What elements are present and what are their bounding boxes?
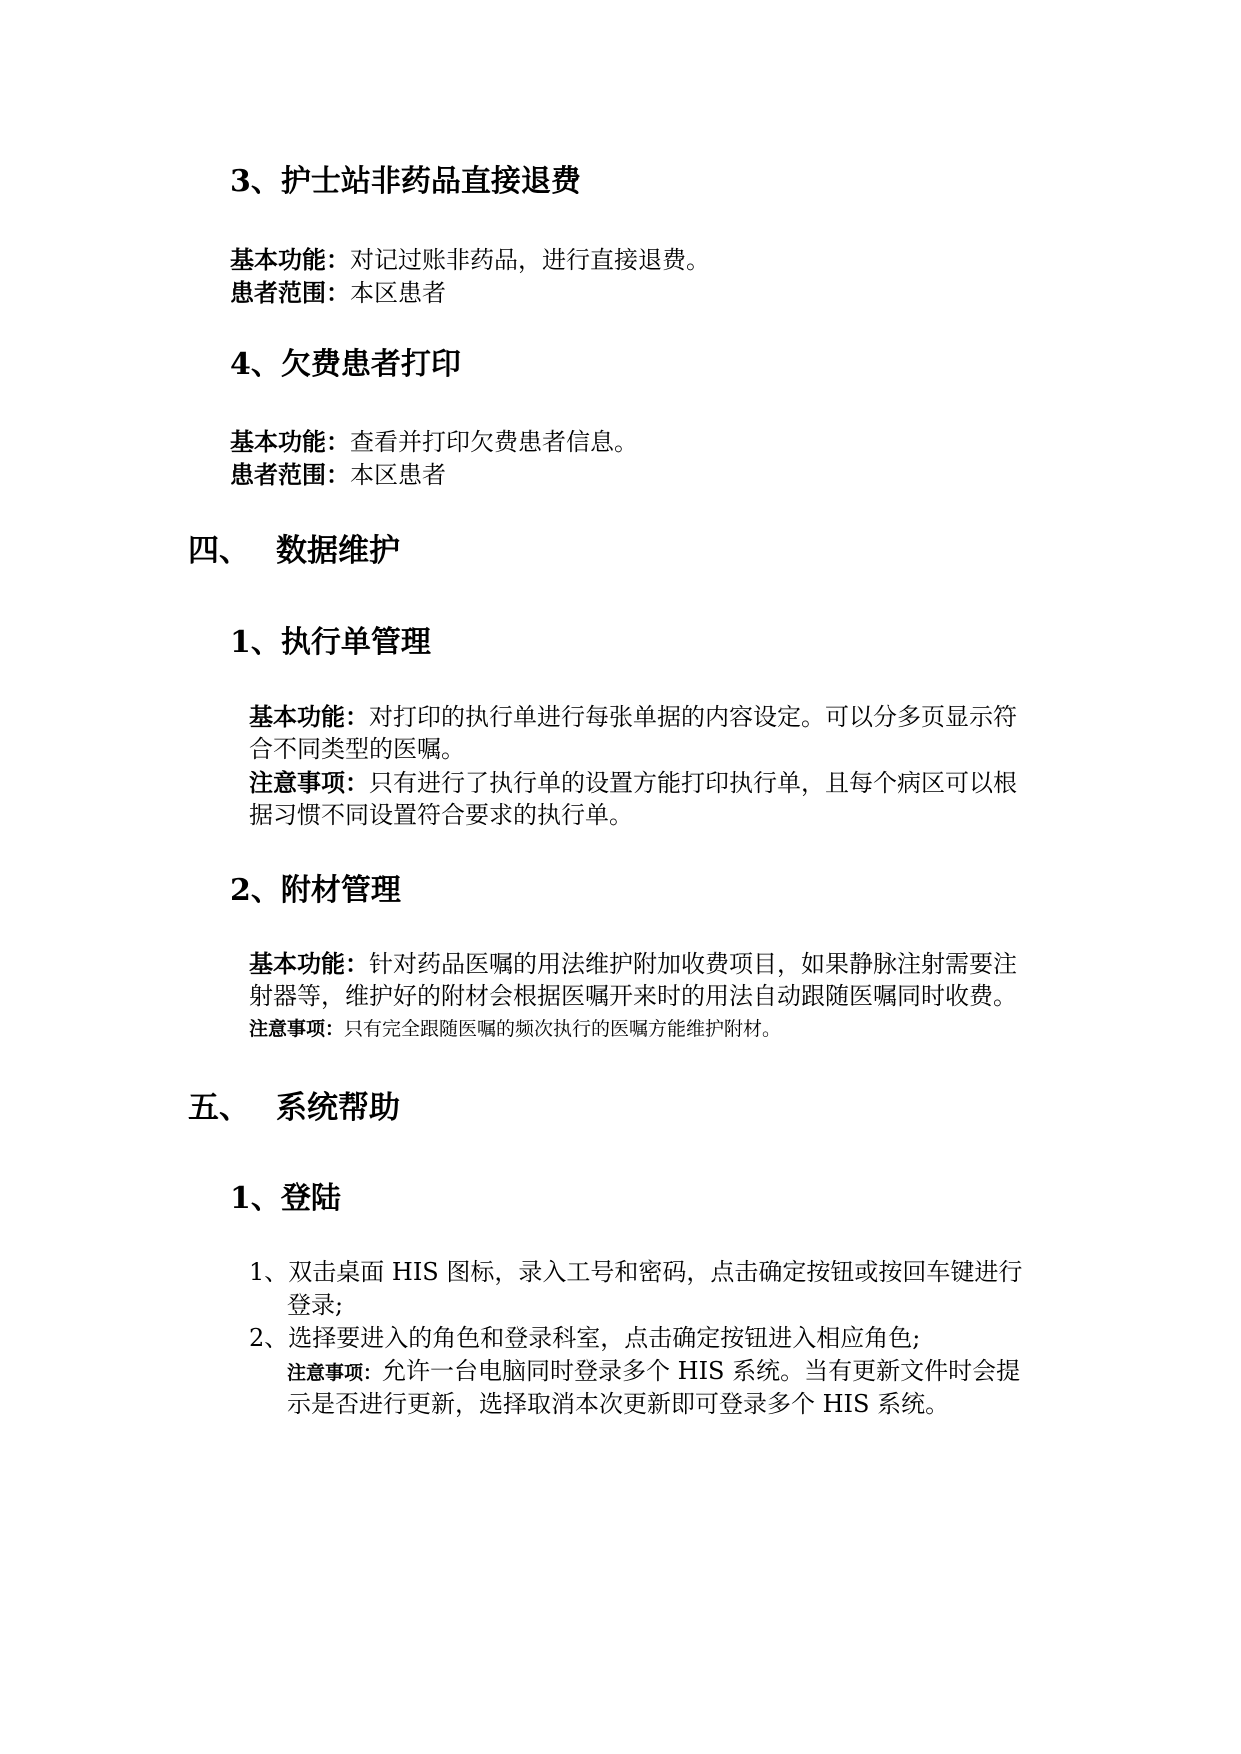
chapter-heading-4	[188, 530, 400, 572]
ch5-step1-line1: 1、双击桌面 HIS 图标，录入工号和密码，点击确定按钮或按回车键进行	[249, 1258, 1023, 1286]
ch4-sub2-note-line	[249, 1013, 781, 1046]
ch4-sub1-note-text1: 只有进行了执行单的设置方能打印执行单，且每个病区可以根	[369, 769, 1017, 797]
ch4-sub2-function-label: 基本功能：	[249, 949, 369, 978]
chapter-4-title: 数据维护	[276, 533, 400, 569]
s3-range-text: 本区患者	[350, 279, 446, 307]
ch4-sub1-note-line2: 据习惯不同设置符合要求的执行单。	[249, 801, 633, 829]
ch5-sub1-heading: 1、登陆	[230, 1181, 341, 1216]
chapter-heading-5	[188, 1087, 400, 1129]
s4-function-line	[230, 425, 638, 459]
s3-function-line	[230, 243, 710, 277]
ch4-sub1-function-line2: 合不同类型的医嘱。	[249, 735, 465, 763]
s4-function-text: 查看并打印欠费患者信息。	[350, 428, 638, 456]
ch4-sub2-heading: 2、附材管理	[230, 873, 401, 908]
ch4-sub1-heading: 1、执行单管理	[230, 625, 431, 660]
chapter-5-title: 系统帮助	[276, 1090, 400, 1126]
s3-function-label: 基本功能：	[230, 245, 350, 274]
s3-range-label: 患者范围：	[230, 278, 350, 307]
ch5-note-label: 注意事项：	[287, 1362, 383, 1384]
ch4-sub1-function-line1	[249, 700, 1017, 734]
ch4-sub1-function-text1: 对打印的执行单进行每张单据的内容设定。可以分多页显示符	[369, 703, 1017, 731]
ch5-note-text1: 允许一台电脑同时登录多个 HIS 系统。当有更新文件时会提	[382, 1357, 1021, 1385]
s4-range-line	[230, 458, 446, 492]
chapter-5-number: 五、	[188, 1090, 250, 1126]
s4-range-text: 本区患者	[350, 461, 446, 489]
ch4-sub2-note-text: 只有完全跟随医嘱的频次执行的医嘱方能维护附材。	[344, 1018, 782, 1040]
s4-range-label: 患者范围：	[230, 460, 350, 489]
ch4-sub2-note-label: 注意事项：	[249, 1018, 345, 1040]
ch5-step2-line: 2、选择要进入的角色和登录科室，点击确定按钮进入相应角色;	[249, 1324, 921, 1352]
s3-function-text: 对记过账非药品，进行直接退费。	[350, 246, 710, 274]
ch5-step1-line2: 登录;	[287, 1291, 344, 1319]
ch4-sub2-function-line1	[249, 947, 1017, 981]
ch5-note-line1	[287, 1355, 1020, 1390]
section-heading-4: 4、欠费患者打印	[230, 347, 461, 382]
ch4-sub2-function-line2: 射器等，维护好的附材会根据医嘱开来时的用法自动跟随医嘱同时收费。	[249, 982, 1017, 1010]
ch4-sub1-note-label: 注意事项：	[249, 768, 369, 797]
s3-range-line	[230, 276, 446, 310]
ch4-sub2-function-text1: 针对药品医嘱的用法维护附加收费项目，如果静脉注射需要注	[369, 950, 1017, 978]
chapter-4-number: 四、	[188, 533, 250, 569]
ch5-note-line2: 示是否进行更新，选择取消本次更新即可登录多个 HIS 系统。	[287, 1390, 950, 1418]
ch4-sub1-note-line1	[249, 766, 1017, 800]
ch4-sub1-function-label: 基本功能：	[249, 702, 369, 731]
s4-function-label: 基本功能：	[230, 427, 350, 456]
section-heading-3: 3、护士站非药品直接退费	[230, 164, 581, 199]
